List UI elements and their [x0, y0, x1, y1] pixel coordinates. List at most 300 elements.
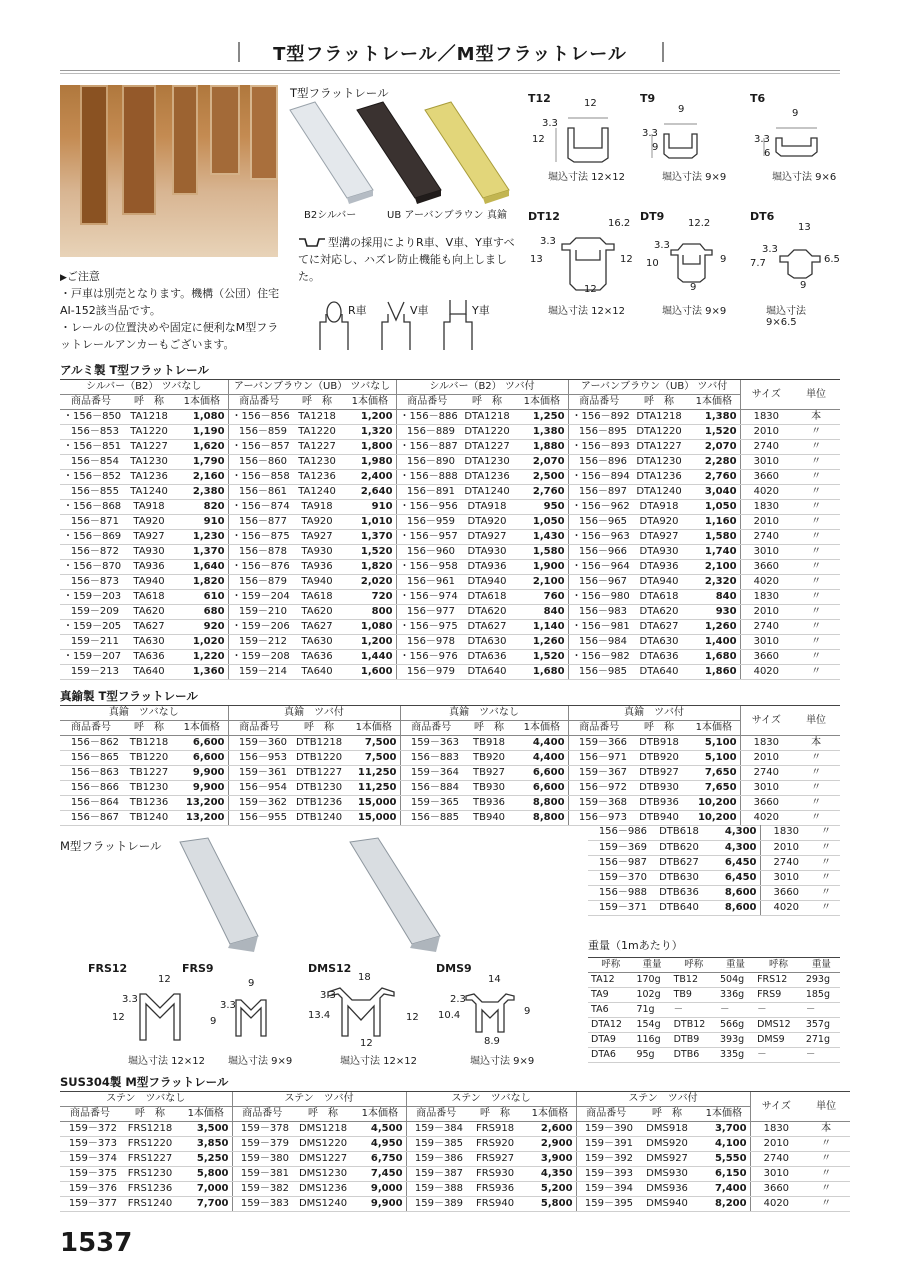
table-cell: ・156－858 [228, 470, 290, 485]
table-cell: 2010 [740, 425, 792, 440]
table-cell: ・156－976 [396, 650, 458, 665]
col-header: 呼 称 [292, 1107, 354, 1122]
dms12-dim-h1: 3.3 [320, 990, 336, 1001]
brass-group-2: 真鍮 ツバ付 [228, 706, 400, 721]
table-cell: DTA1230 [458, 455, 516, 470]
table-cell: 8,600 [708, 900, 760, 915]
table-cell: TA920 [290, 515, 344, 530]
dt6-dim-h1: 3.3 [762, 244, 778, 255]
table-cell: 2,640 [344, 485, 396, 500]
table-cell: 2,760 [516, 485, 568, 500]
note-1: ・戸車は別売となります。機構（公団）住宅AI-152該当品です。 [60, 287, 280, 317]
col-header: 1本価格 [524, 1107, 576, 1122]
table-cell: DTA1240 [458, 485, 516, 500]
table-cell: 9,900 [176, 766, 228, 781]
dt12-dim-d: 12 [620, 254, 633, 265]
table-cell: 15,000 [348, 796, 400, 811]
table-cell: 1,140 [516, 620, 568, 635]
table-row [60, 1182, 850, 1197]
dt9-cap: 堀込寸法 9×9 [662, 306, 727, 317]
col-header: 呼 称 [630, 721, 688, 736]
table-cell: 293g [803, 973, 840, 988]
table-cell: 1830 [750, 1122, 802, 1137]
table-cell: DTB12 [671, 1018, 717, 1033]
profile-dt6-name: DT6 [750, 210, 775, 223]
table-cell: 〃 [792, 590, 840, 605]
dt9-dim-h: 10 [646, 258, 659, 269]
profile-dt12-name: DT12 [528, 210, 560, 223]
table-cell: DTB1240 [290, 811, 348, 826]
table-cell: 1,980 [344, 455, 396, 470]
table-cell: 13,200 [176, 811, 228, 826]
col-header: 1本価格 [180, 1107, 232, 1122]
table-cell: 1830 [740, 736, 792, 751]
weight-col-header: 重量 [717, 958, 754, 973]
table-cell: 3,700 [698, 1122, 750, 1137]
table-cell: ・159－204 [228, 590, 290, 605]
table-cell: 2740 [740, 530, 792, 545]
table-cell: 1,430 [516, 530, 568, 545]
table-cell: 11,250 [348, 766, 400, 781]
color-label-silver: B2シルバー [304, 210, 357, 221]
table-cell: TA640 [290, 665, 344, 680]
table-cell: 159－378 [232, 1122, 292, 1137]
t6-dim-w: 9 [792, 108, 799, 119]
table-cell: DTB1230 [290, 781, 348, 796]
table-cell: 1,230 [176, 530, 228, 545]
table-cell: 1,020 [176, 635, 228, 650]
table-cell: DTA618 [630, 590, 688, 605]
table-cell: 95g [633, 1048, 670, 1063]
table-cell: TA930 [290, 545, 344, 560]
table-cell: ・156－956 [396, 500, 458, 515]
table-cell: 4020 [740, 485, 792, 500]
table-cell: 1,820 [344, 560, 396, 575]
table-cell: TA930 [122, 545, 176, 560]
table-row [60, 1197, 850, 1212]
table-cell: 156－960 [396, 545, 458, 560]
table-row [588, 973, 840, 988]
unit-header: 単位 [792, 706, 840, 736]
table-cell: 2,400 [344, 470, 396, 485]
table-row [588, 1003, 840, 1018]
dt12-dim-h1: 3.3 [540, 236, 556, 247]
table-cell: 159－383 [232, 1197, 292, 1212]
table-cell: 156－879 [228, 575, 290, 590]
table-cell: TA940 [290, 575, 344, 590]
profile-dt9-name: DT9 [640, 210, 665, 223]
sus-title: SUS304製 M型フラットレール [60, 1075, 229, 1089]
table-cell: 2,760 [688, 470, 740, 485]
table-cell: 2010 [740, 605, 792, 620]
table-cell: 〃 [792, 635, 840, 650]
table-cell: FRS1236 [120, 1182, 180, 1197]
col-header: 呼 称 [120, 1107, 180, 1122]
dt6-dim-h: 7.7 [750, 258, 766, 269]
profile-dt-drawings [528, 220, 838, 300]
table-cell: 156－895 [568, 425, 630, 440]
col-header: 1本価格 [354, 1107, 406, 1122]
table-cell: 〃 [792, 560, 840, 575]
table-cell: 1,600 [344, 665, 396, 680]
brass-table-body [60, 736, 840, 826]
table-cell: 910 [176, 515, 228, 530]
table-cell: 〃 [792, 796, 840, 811]
table-row [588, 825, 840, 840]
table-cell: DTA620 [458, 605, 516, 620]
table-cell: 610 [176, 590, 228, 605]
table-cell: 5,250 [180, 1152, 232, 1167]
t9-dim-h: 9 [652, 142, 659, 153]
table-cell: 10,200 [688, 811, 740, 826]
table-cell: 〃 [792, 766, 840, 781]
table-cell: TA1218 [290, 410, 344, 425]
dms12-dim-b: 12 [360, 1038, 373, 1049]
table-cell: 10,200 [688, 796, 740, 811]
table-row [60, 470, 840, 485]
table-cell: 3660 [750, 1182, 802, 1197]
table-cell: 156－988 [588, 885, 650, 900]
table-cell: 〃 [792, 455, 840, 470]
table-cell: 〃 [792, 440, 840, 455]
table-cell: 156－878 [228, 545, 290, 560]
table-cell: FRS920 [466, 1137, 524, 1152]
table-row [60, 650, 840, 665]
frs9-cap: 堀込寸法 9×9 [228, 1056, 293, 1067]
table-cell: 159－214 [228, 665, 290, 680]
table-cell: DTA1218 [630, 410, 688, 425]
dms9-dim-w: 14 [488, 974, 501, 985]
table-cell: DMS1230 [292, 1167, 354, 1182]
table-cell: 8,800 [516, 811, 568, 826]
t9-dim-h1: 3.3 [642, 128, 658, 139]
table-cell: 156－987 [588, 855, 650, 870]
table-cell: 2,500 [516, 470, 568, 485]
table-row [588, 988, 840, 1003]
table-cell: 159－374 [60, 1152, 120, 1167]
table-cell: 〃 [792, 605, 840, 620]
col-header: 商品番号 [232, 1107, 292, 1122]
table-cell: DTB940 [630, 811, 688, 826]
table-row [60, 485, 840, 500]
table-cell: 〃 [802, 1197, 850, 1212]
table-cell: 4,300 [708, 840, 760, 855]
table-row [60, 575, 840, 590]
table-cell: 5,550 [698, 1152, 750, 1167]
table-cell: 〃 [792, 545, 840, 560]
dt6-cap: 堀込寸法 9×6.5 [766, 306, 806, 328]
table-cell: － [803, 1048, 840, 1063]
table-cell: 〃 [812, 825, 840, 840]
table-cell: 4,950 [354, 1137, 406, 1152]
table-cell: 800 [344, 605, 396, 620]
table-cell: 3,900 [524, 1152, 576, 1167]
triangle-icon: ▶ [60, 273, 67, 283]
table-cell: TA1230 [290, 455, 344, 470]
dt6-dim-d: 6.5 [824, 254, 840, 265]
table-cell: 9,900 [176, 781, 228, 796]
table-row [60, 425, 840, 440]
table-cell: 1,380 [516, 425, 568, 440]
col-header: 呼 称 [290, 721, 348, 736]
table-cell: 本 [792, 410, 840, 425]
table-cell: 5,100 [688, 736, 740, 751]
brass-title: 真鍮製 T型フラットレール [60, 689, 198, 703]
table-cell: 1,370 [344, 530, 396, 545]
table-cell: 1,800 [344, 440, 396, 455]
table-cell: DMS936 [636, 1182, 698, 1197]
table-cell: 4020 [740, 575, 792, 590]
table-cell: 6,600 [516, 766, 568, 781]
dms12-dim-w: 18 [358, 972, 371, 983]
dms9-dim-b: 8.9 [484, 1036, 500, 1047]
table-cell: TA936 [290, 560, 344, 575]
table-cell: 3,040 [688, 485, 740, 500]
table-cell: TA1220 [122, 425, 176, 440]
col-header: 商品番号 [60, 395, 122, 410]
table-cell: DTA1230 [630, 455, 688, 470]
sus-group-4: ステン ツバ付 [576, 1092, 750, 1107]
table-row [588, 900, 840, 915]
table-cell: DMS920 [636, 1137, 698, 1152]
table-cell: 2010 [740, 515, 792, 530]
table-cell: 335g [717, 1048, 754, 1063]
col-header: 商品番号 [568, 721, 630, 736]
table-cell: 156－986 [588, 825, 650, 840]
table-cell: 156－854 [60, 455, 122, 470]
table-cell: 1,260 [688, 620, 740, 635]
table-cell: 1,010 [344, 515, 396, 530]
table-cell: 1830 [760, 825, 812, 840]
table-cell: 393g [717, 1033, 754, 1048]
table-cell: 1,680 [516, 665, 568, 680]
dt9-dim-h1: 3.3 [654, 240, 670, 251]
table-row [60, 665, 840, 680]
table-cell: 504g [717, 973, 754, 988]
profile-dms12-name: DMS12 [308, 962, 352, 975]
table-cell: 7,500 [348, 751, 400, 766]
table-cell: DTB930 [630, 781, 688, 796]
color-label-brown: UB アーバンブラウン [387, 210, 484, 221]
table-cell: 1,080 [176, 410, 228, 425]
col-header: 呼 称 [466, 1107, 524, 1122]
table-cell: 357g [803, 1018, 840, 1033]
table-cell: 159－366 [568, 736, 630, 751]
table-cell: 156－965 [568, 515, 630, 530]
table-row [60, 455, 840, 470]
table-cell: 〃 [792, 781, 840, 796]
table-cell: 159－382 [232, 1182, 292, 1197]
table-row [60, 500, 840, 515]
table-cell: 156－872 [60, 545, 122, 560]
alu-table-body [60, 410, 840, 680]
table-cell: TA918 [290, 500, 344, 515]
table-cell: DTA920 [458, 515, 516, 530]
table-cell: 156－973 [568, 811, 630, 826]
table-cell: 840 [516, 605, 568, 620]
table-cell: 3010 [740, 455, 792, 470]
table-cell: ・156－982 [568, 650, 630, 665]
table-cell: 1,380 [688, 410, 740, 425]
table-cell: 156－873 [60, 575, 122, 590]
table-cell: ・156－893 [568, 440, 630, 455]
table-row [60, 560, 840, 575]
weight-col-header: 呼称 [588, 958, 633, 973]
table-cell: 7,400 [698, 1182, 750, 1197]
table-cell: 159－381 [232, 1167, 292, 1182]
table-cell: 〃 [792, 500, 840, 515]
table-cell: 159－380 [232, 1152, 292, 1167]
table-cell: 本 [802, 1122, 850, 1137]
table-cell: TA630 [122, 635, 176, 650]
sus-group-1: ステン ツバなし [60, 1092, 232, 1107]
table-cell: TA1240 [290, 485, 344, 500]
table-cell: DTA940 [630, 575, 688, 590]
table-cell: 159－370 [588, 870, 650, 885]
table-cell: 156－896 [568, 455, 630, 470]
table-cell: 11,250 [348, 781, 400, 796]
table-row [60, 635, 840, 650]
table-cell: 159－367 [568, 766, 630, 781]
room-photo [60, 85, 278, 257]
table-cell: FRS930 [466, 1167, 524, 1182]
table-cell: DTA920 [630, 515, 688, 530]
table-cell: TB1240 [122, 811, 176, 826]
t12-dim-w: 12 [584, 98, 597, 109]
table-cell: FRS9 [754, 988, 803, 1003]
table-cell: 〃 [792, 811, 840, 826]
table-cell: 9,000 [354, 1182, 406, 1197]
table-cell: 9,900 [354, 1197, 406, 1212]
table-cell: DMS918 [636, 1122, 698, 1137]
table-cell: 3660 [740, 560, 792, 575]
table-cell: 8,800 [516, 796, 568, 811]
dms9-dim-h: 10.4 [438, 1010, 461, 1021]
table-cell: 3660 [740, 796, 792, 811]
table-cell: 2,280 [688, 455, 740, 470]
table-cell: ・156－875 [228, 530, 290, 545]
table-cell: 1,260 [516, 635, 568, 650]
table-cell: 1,200 [344, 410, 396, 425]
table-row [588, 885, 840, 900]
table-cell: FRS12 [754, 973, 803, 988]
table-cell: 566g [717, 1018, 754, 1033]
table-cell: 159－363 [400, 736, 462, 751]
col-header: 1本価格 [698, 1107, 750, 1122]
table-cell: DTA627 [458, 620, 516, 635]
alu-title: アルミ製 T型フラットレール [60, 363, 209, 377]
profile-t6-name: T6 [750, 92, 766, 105]
profile-dms9-name: DMS9 [436, 962, 472, 975]
dms9-dim-d: 9 [524, 1006, 531, 1017]
table-cell: 3010 [740, 781, 792, 796]
table-cell: 2,600 [524, 1122, 576, 1137]
table-row [60, 1152, 850, 1167]
dms12-dim-d: 12 [406, 1012, 419, 1023]
table-cell: 159－376 [60, 1182, 120, 1197]
table-cell: 4,300 [708, 825, 760, 840]
frs9-dim-h1: 3.3 [220, 1000, 236, 1011]
table-cell: 156－971 [568, 751, 630, 766]
table-cell: 2,100 [516, 575, 568, 590]
table-cell: DTA1236 [630, 470, 688, 485]
table-cell: 1,900 [516, 560, 568, 575]
t6-cap: 堀込寸法 9×6 [772, 172, 837, 183]
table-cell: 7,000 [180, 1182, 232, 1197]
wheel-v-label: V車 [410, 304, 429, 317]
table-cell: ・156－857 [228, 440, 290, 455]
table-cell: 2740 [740, 620, 792, 635]
table-cell: 159－373 [60, 1137, 120, 1152]
table-cell: 2740 [740, 440, 792, 455]
table-cell: 102g [633, 988, 670, 1003]
table-row [60, 811, 840, 826]
table-cell: 1,200 [344, 635, 396, 650]
table-cell: DTB1218 [290, 736, 348, 751]
table-cell: 8,200 [698, 1197, 750, 1212]
brass-group-4: 真鍮 ツバ付 [568, 706, 740, 721]
col-header: 商品番号 [406, 1107, 466, 1122]
table-cell: DTB627 [650, 855, 708, 870]
table-cell: 1,580 [516, 545, 568, 560]
dms12-cap: 堀込寸法 12×12 [340, 1056, 418, 1067]
table-cell: TA1230 [122, 455, 176, 470]
table-cell: 156－866 [60, 781, 122, 796]
table-cell: DMS1240 [292, 1197, 354, 1212]
table-cell: 159－212 [228, 635, 290, 650]
table-cell: FRS1230 [120, 1167, 180, 1182]
table-cell: ・156－963 [568, 530, 630, 545]
col-header: 呼 称 [290, 395, 344, 410]
table-cell: 6,600 [516, 781, 568, 796]
table-cell: 1,190 [176, 425, 228, 440]
table-cell: ・156－876 [228, 560, 290, 575]
table-cell: 1,640 [176, 560, 228, 575]
t9-cap: 堀込寸法 9×9 [662, 172, 727, 183]
table-cell: 1,520 [688, 425, 740, 440]
col-header: 呼 称 [122, 721, 176, 736]
table-cell: TB1230 [122, 781, 176, 796]
table-cell: 1,220 [176, 650, 228, 665]
table-row [60, 796, 840, 811]
table-cell: DMS1236 [292, 1182, 354, 1197]
table-cell: 156－955 [228, 811, 290, 826]
table-cell: 159－388 [406, 1182, 466, 1197]
frs9-dim-h: 9 [210, 1016, 217, 1027]
table-cell: 159－361 [228, 766, 290, 781]
table-cell: TB927 [462, 766, 516, 781]
table-row [60, 1167, 850, 1182]
table-cell: 本 [792, 736, 840, 751]
alu-group-1: シルバー（B2） ツバなし [60, 380, 228, 395]
table-cell: DMS9 [754, 1033, 803, 1048]
table-cell: TB1227 [122, 766, 176, 781]
table-cell: ・156－856 [228, 410, 290, 425]
table-cell: 159－211 [60, 635, 122, 650]
table-cell: TA1227 [122, 440, 176, 455]
table-cell: 154g [633, 1018, 670, 1033]
sus-group-2: ステン ツバ付 [232, 1092, 406, 1107]
table-cell: 5,800 [524, 1197, 576, 1212]
weight-col-header: 重量 [633, 958, 670, 973]
table-cell: 159－390 [576, 1122, 636, 1137]
table-cell: TA618 [290, 590, 344, 605]
alu-group-3: シルバー（B2） ツバ付 [396, 380, 568, 395]
table-cell: 156－979 [396, 665, 458, 680]
col-header: 商品番号 [400, 721, 462, 736]
table-cell: ・156－964 [568, 560, 630, 575]
col-header: 商品番号 [568, 395, 630, 410]
